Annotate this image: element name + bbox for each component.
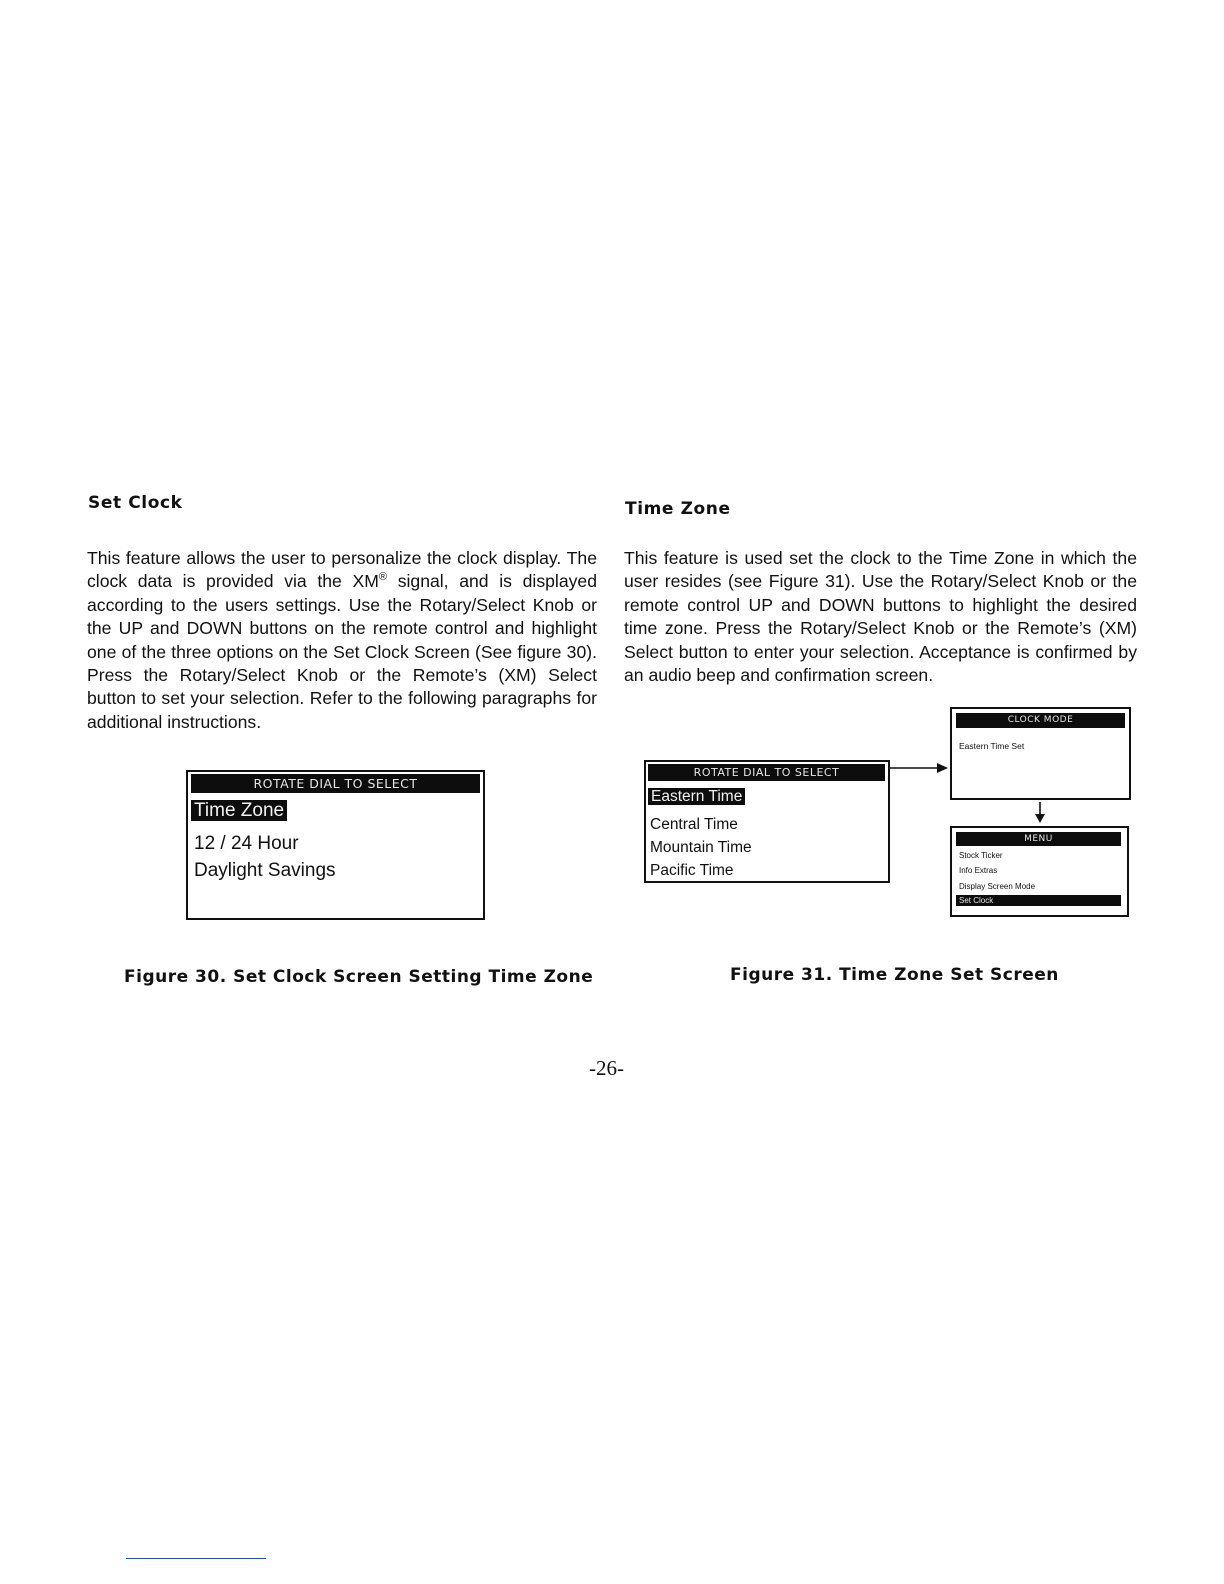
figure30-caption: Figure 30. Set Clock Screen Setting Time Zone xyxy=(124,967,594,987)
registered-mark: ® xyxy=(378,571,388,584)
figure31-menu-item-stock-ticker[interactable]: Stock Ticker xyxy=(959,851,1003,860)
figure31-menu-item-set-clock-label: Set Clock xyxy=(959,896,994,905)
figure31-clock-mode-header: CLOCK MODE xyxy=(956,713,1125,728)
figure31-time-zone-select-screen xyxy=(644,760,890,883)
page-number: -26- xyxy=(589,1056,624,1080)
time-zone-paragraph: This feature is used set the clock to the Time Zone in which the user resides (see Figure 31). Use the Rotary/Select Knob or the remote control UP and DOWN buttons to highlight the desired time zone. Press the Rotary/Select Knob or the Remote’s (XM) Select button to enter your selection. Acceptance is confirmed by an audio beep and confirmation screen. xyxy=(624,548,1137,686)
set-clock-paragraph xyxy=(87,547,597,734)
figure31-menu-item-info-extras[interactable]: Info Extras xyxy=(959,866,998,875)
figure31-item-central-time[interactable]: Central Time xyxy=(650,816,738,833)
figure31-caption: Figure 31. Time Zone Set Screen xyxy=(730,965,1059,985)
figure30-item-12-24-hour[interactable]: 12 / 24 Hour xyxy=(194,833,299,854)
set-clock-paragraph-part1: This feature allows the user to personalize the clock display. The clock data is provided via the XM xyxy=(87,548,597,592)
set-clock-paragraph-part2: signal, and is displayed according to the users settings. Use the Rotary/Select Knob or the UP and DOWN buttons on the remote control and highlight one of the three options on the Set Clock Screen (See figure 30). Press the Rotary/Select Knob or the Remote’s (XM) Select button to set your selection. Refer to the following paragraphs for additional instructions. xyxy=(87,571,597,732)
figure31-item-eastern-time[interactable] xyxy=(648,786,886,807)
figure30-item-daylight-savings[interactable]: Daylight Savings xyxy=(194,860,336,881)
set-clock-heading: Set Clock xyxy=(88,493,183,513)
right-arrow-icon xyxy=(890,761,950,775)
figure31-menu-screen xyxy=(950,826,1129,917)
figure30-item-time-zone-label: Time Zone xyxy=(191,800,287,821)
figure30-screen-header: ROTATE DIAL TO SELECT xyxy=(191,774,480,793)
time-zone-heading: Time Zone xyxy=(625,499,731,519)
footnote-rule xyxy=(126,1558,266,1559)
figure31-item-mountain-time[interactable]: Mountain Time xyxy=(650,839,752,856)
figure31-clock-mode-message: Eastern Time Set xyxy=(959,741,1025,751)
figure30-item-time-zone[interactable] xyxy=(191,798,480,824)
figure31-menu-header: MENU xyxy=(956,832,1121,846)
figure31-menu-item-display-screen-mode[interactable]: Display Screen Mode xyxy=(959,882,1036,891)
figure30-set-clock-screen xyxy=(186,770,485,920)
down-arrow-icon xyxy=(1033,802,1047,824)
figure31-item-pacific-time[interactable]: Pacific Time xyxy=(650,862,734,879)
figure31-item-eastern-time-label: Eastern Time xyxy=(648,788,745,805)
figure31-menu-item-set-clock[interactable] xyxy=(956,895,1121,906)
figure31-clock-mode-screen xyxy=(950,707,1131,800)
figure31-select-screen-header: ROTATE DIAL TO SELECT xyxy=(648,764,885,781)
